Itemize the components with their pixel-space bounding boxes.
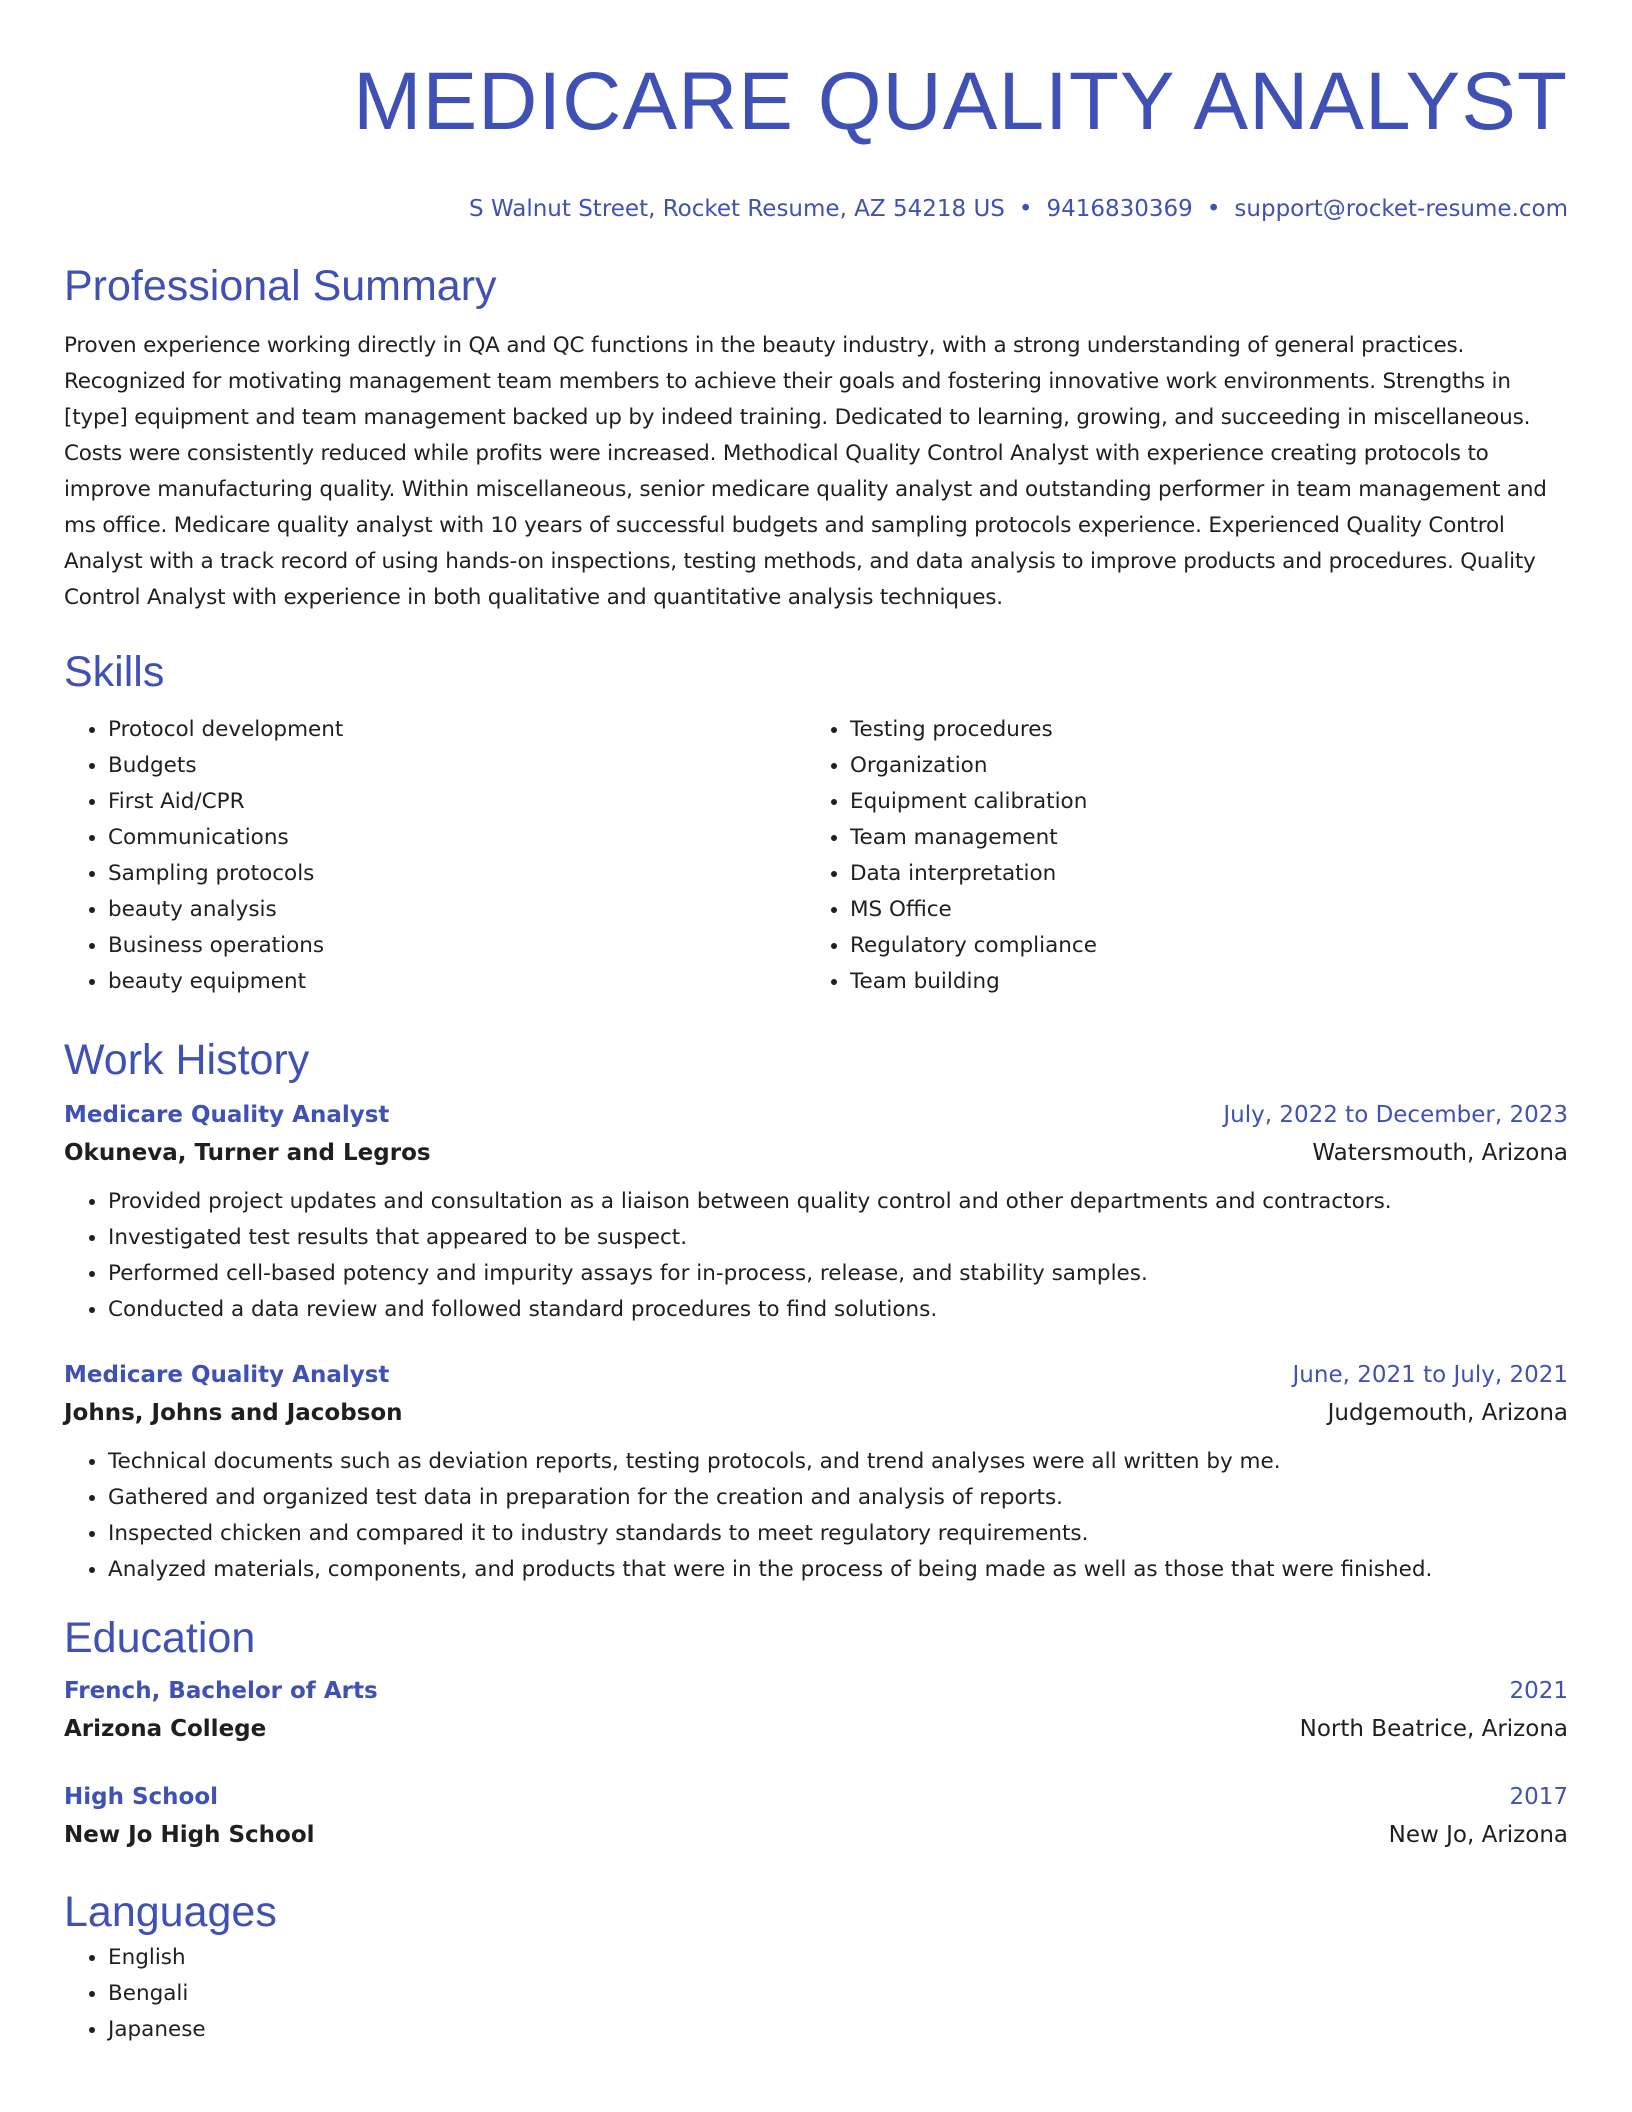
job-bullet: • Technical documents such as deviation reports, testing protocols, and trend analyses were all written by me. [108,1444,1568,1480]
summary-heading: Professional Summary [64,262,497,310]
degree-year: 2021 [1509,1678,1568,1704]
job-bullets [64,1444,1568,1588]
job-bullet: • Provided project updates and consultation as a liaison between quality control and other departments and contractors. [108,1184,1568,1220]
job-location: Watersmouth, Arizona [1312,1140,1568,1166]
school-location: North Beatrice, Arizona [1299,1716,1568,1742]
skills-column-left [64,712,806,1000]
education-entry [64,1672,1568,1748]
job-bullet: • Investigated test results that appeared to be suspect. [108,1220,1568,1256]
skill-item: • MS Office [850,892,1548,928]
skills-column-right [806,712,1548,1000]
work-history-heading: Work History [64,1036,310,1084]
school-location: New Jo, Arizona [1388,1822,1568,1848]
school-name: Arizona College [64,1716,267,1742]
language-item: • English [108,1940,1568,1976]
skill-item: • Regulatory compliance [850,928,1548,964]
separator-dot: • [1206,196,1221,222]
separator-dot: • [1018,196,1033,222]
job-bullet: • Inspected chicken and compared it to industry standards to meet regulatory requirements. [108,1516,1568,1552]
skills-heading: Skills [64,648,165,696]
skill-item: • Business operations [108,928,806,964]
language-item: • Bengali [108,1976,1568,2012]
skill-item: • First Aid/CPR [108,784,806,820]
education-entry [64,1778,1568,1854]
skills-grid [64,712,1568,1000]
job-dates: June, 2021 to July, 2021 [1292,1362,1568,1388]
job-title-row [64,1356,1568,1394]
skill-item: • Protocol development [108,712,806,748]
education-heading: Education [64,1614,256,1662]
skill-item: • Team building [850,964,1548,1000]
degree-name: French, Bachelor of Arts [64,1678,378,1704]
skill-item: • Organization [850,748,1548,784]
job-bullet: • Analyzed materials, components, and products that were in the process of being made as well as those that were finished. [108,1552,1568,1588]
phone-text: 9416830369 [1046,196,1193,222]
email-link[interactable]: support@rocket-resume.com [1234,196,1568,222]
job-bullet: • Performed cell-based potency and impurity assays for in-process, release, and stability samples. [108,1256,1568,1292]
job-entry [64,1356,1568,1588]
job-bullet: • Conducted a data review and followed standard procedures to find solutions. [108,1292,1568,1328]
degree-year: 2017 [1509,1784,1568,1810]
job-dates: July, 2022 to December, 2023 [1223,1102,1568,1128]
job-entry [64,1096,1568,1328]
job-location: Judgemouth, Arizona [1327,1400,1568,1426]
job-company-row [64,1134,1568,1172]
address-text: S Walnut Street, Rocket Resume, AZ 54218 US [469,196,1005,222]
skill-item: • Equipment calibration [850,784,1548,820]
resume-header [64,0,1568,224]
job-bullets [64,1184,1568,1328]
job-company: Okuneva, Turner and Legros [64,1140,431,1166]
skill-item: • Sampling protocols [108,856,806,892]
languages-heading: Languages [64,1888,277,1936]
skill-item: • beauty analysis [108,892,806,928]
skill-item: • beauty equipment [108,964,806,1000]
skill-item: • Data interpretation [850,856,1548,892]
school-row [64,1816,1568,1854]
job-company: Johns, Johns and Jacobson [64,1400,403,1426]
summary-paragraph: Proven experience working directly in QA and QC functions in the beauty industry, with a strong understanding of general practices. Recognized for motivating management team members to achieve their goals and fostering innovative work environments. Strengths in [type] equipment and team management backed up by indeed training. Dedicated to learning, growing, and succeeding in miscellaneous. Costs were consistently reduced while profits were increased. Methodical Quality Control Analyst with experience creating protocols to improve manufacturing quality. Within miscellaneous, senior medicare quality analyst and outstanding performer in team management and ms office. Medicare quality analyst with 10 years of successful budgets and sampling protocols experience. Experienced Quality Control Analyst with a track record of using hands-on inspections, testing methods, and data analysis to improve products and procedures. Quality Control Analyst with experience in both qualitative and quantitative analysis techniques. [64,333,1547,610]
job-role: Medicare Quality Analyst [64,1102,390,1128]
job-title-row [64,1096,1568,1134]
skill-item: • Budgets [108,748,806,784]
contact-line [64,194,1568,224]
degree-name: High School [64,1784,219,1810]
degree-row [64,1778,1568,1816]
languages-list [64,1940,1568,2048]
job-bullet: • Gathered and organized test data in preparation for the creation and analysis of reports. [108,1480,1568,1516]
skill-item: • Communications [108,820,806,856]
candidate-name: MEDICARE QUALITY ANALYST [353,56,1568,147]
school-name: New Jo High School [64,1822,315,1848]
language-item: • Japanese [108,2012,1568,2048]
job-role: Medicare Quality Analyst [64,1362,390,1388]
skill-item: • Testing procedures [850,712,1548,748]
job-company-row [64,1394,1568,1432]
skill-item: • Team management [850,820,1548,856]
school-row [64,1710,1568,1748]
degree-row [64,1672,1568,1710]
